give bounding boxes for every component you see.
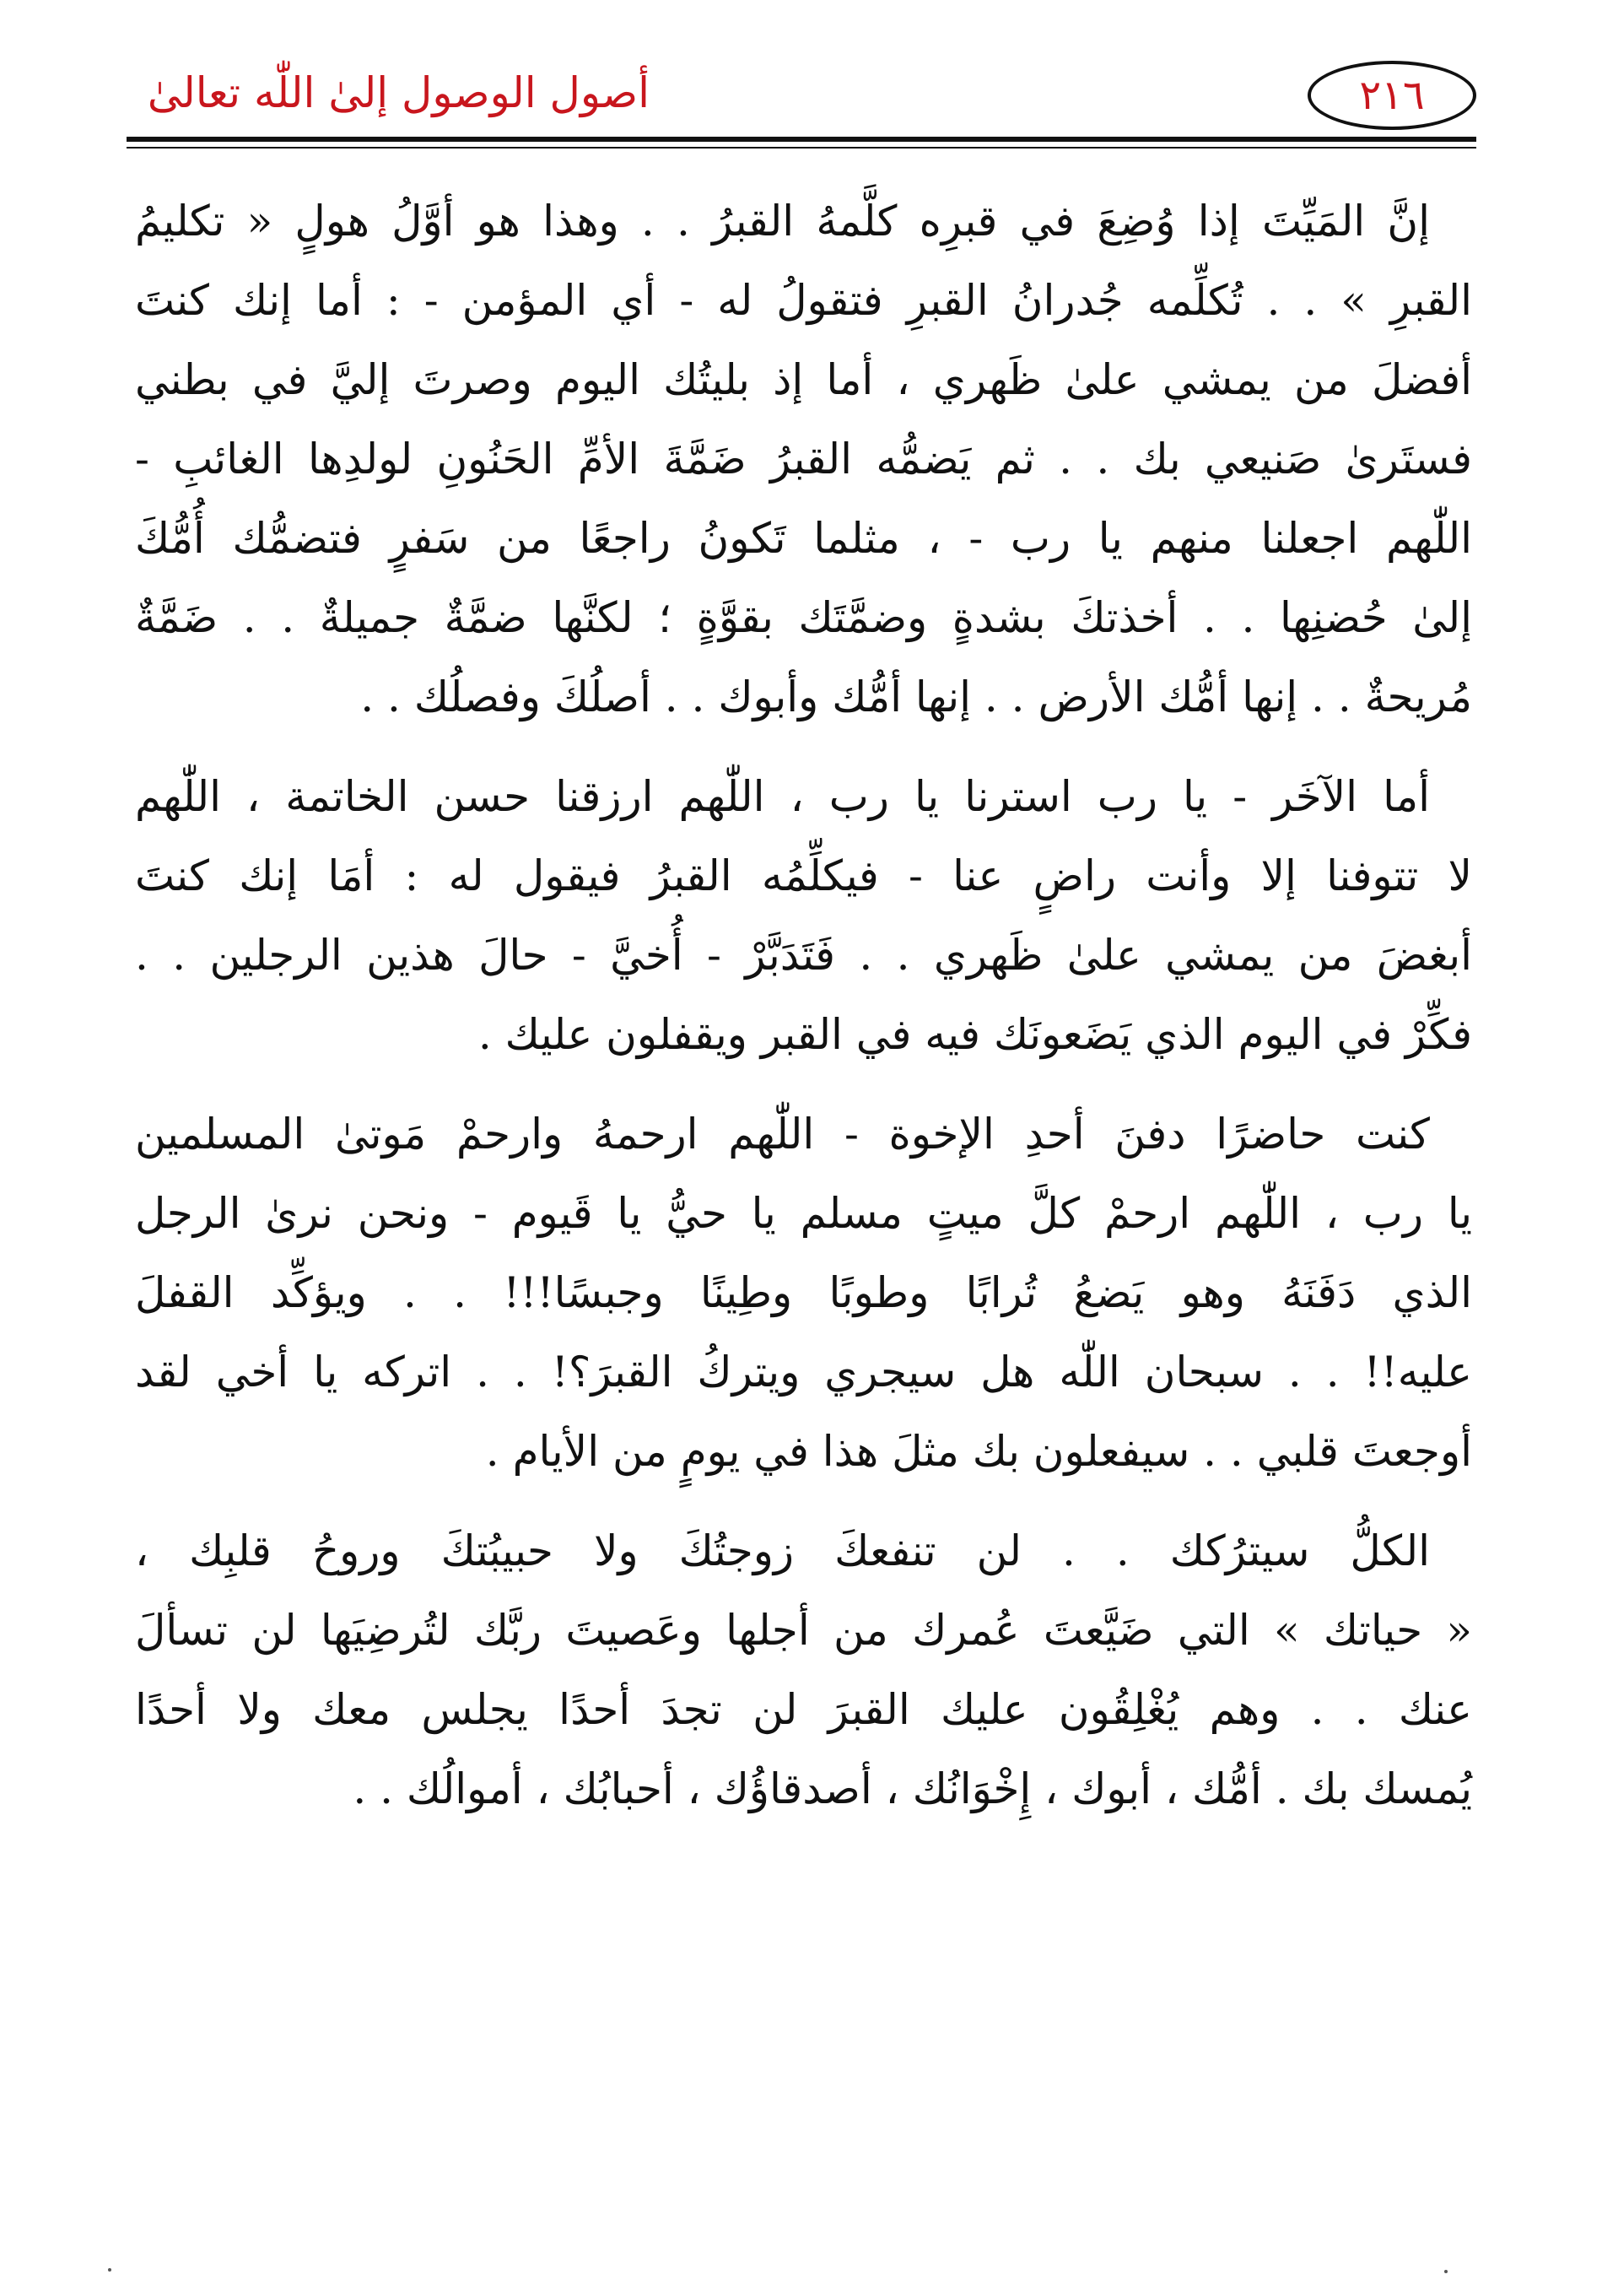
text-line: يا رب ، اللّٰهم ارحمْ كلَّ ميتٍ مسلم يا حيُّ يا قَيوم - ونحن نرىٰ الرجل [135, 1189, 1472, 1238]
text-line: إلىٰ حُضنِها . . أخذتكَ بشدةٍ وضمَّتَك بقوَّةٍ ؛ لكنَّها ضمَّةٌ جميلةٌ . . ضَمَّةٌ [135, 593, 1472, 642]
text-line: أبغضَ من يمشي علىٰ ظَهري . . فَتَدَبَّرْ - أُخيَّ - حالَ هذين الرجلين . . [135, 931, 1472, 980]
paragraph-2 [135, 757, 1472, 1074]
text-line: مُريحةٌ . . إنها أمُّك الأرض . . إنها أمُّك وأبوك . . أصلُكَ وفصلُك . . [360, 673, 1472, 721]
text-line: « حياتك » التي ضَيَّعتَ عُمرك من أجلها وعَصيتَ ربَّك لتُرضِيَها لن تسألَ [135, 1606, 1472, 1655]
text-line: كنت حاضرًا دفنَ أحدِ الإخوة - اللّٰهم ارحمهُ وارحمْ مَوتىٰ المسلمين [135, 1110, 1430, 1159]
paragraph-4 [135, 1511, 1472, 1829]
text-line: عنك . . وهم يُغْلِقُون عليك القبرَ لن تجدَ أحدًا يجلس معك ولا أحدًا [135, 1685, 1472, 1734]
paragraph-3 [135, 1094, 1472, 1491]
book-title: أصول الوصول إلىٰ اللّٰه تعالىٰ [147, 68, 650, 117]
header-rule-thick [127, 137, 1476, 142]
text-line: أما الآخَر - يا رب استرنا يا رب ، اللّٰهم ارزقنا حسن الخاتمة ، اللّٰهم [135, 772, 1430, 821]
text-line: اللّٰهم اجعلنا منهم يا رب - ، مثلما تَكونُ راجعًا من سَفرٍ فتضمُّك أُمُّكَ [135, 514, 1472, 563]
scan-speck [1444, 2270, 1448, 2273]
text-line: إنَّ المَيِّتَ إذا وُضِعَ في قبرِه كلَّمهُ القبرُ . . وهذا هو أوَّلُ هولٍ « تكليمُ [135, 197, 1430, 246]
scan-speck [108, 2268, 111, 2272]
text-line: فكِّرْ في اليوم الذي يَضَعونَك فيه في القبر ويقفلون عليك . [477, 1010, 1472, 1059]
paragraph-1 [135, 181, 1472, 737]
text-line: يُمسك بك . أمُّك ، أبوك ، إِخْوَانُك ، أصدقاؤُك ، أحبابُك ، أموالُك . . [353, 1764, 1472, 1813]
text-line: الذي دَفَنَهُ وهو يَضعُ تُرابًا وطوبًا وطِينًا وجبسًا!!! . . ويؤكِّد القفلَ [135, 1268, 1472, 1317]
text-line: لا تتوفنا إلا وأنت راضٍ عنا - فيكلِّمُه القبرُ فيقول له : أمَا إنك كنتَ [135, 851, 1472, 900]
header-rule-thin [127, 147, 1476, 149]
text-line: عليه!! . . سبحان اللّٰه هل سيجري ويتركُ القبرَ؟! . . اتركه يا أخي لقد [135, 1348, 1472, 1397]
text-line: فستَرىٰ صَنيعي بك . . ثم يَضمُّه القبرُ ضَمَّةَ الأمِّ الحَنُونِ لولدِها الغائبِ - [135, 435, 1472, 484]
text-line: الكلُّ سيترُكك . . لن تنفعكَ زوجتُكَ ولا حبيبُتكَ وروحُ قلبِك ، [135, 1526, 1430, 1575]
text-line: أوجعتَ قلبي . . سيفعلون بك مثلَ هذا في يومٍ من الأيام . [485, 1427, 1472, 1476]
page-number: ٢١٦ [1359, 72, 1425, 119]
text-line: القبرِ » . . تُكلِّمه جُدرانُ القبرِ فتقولُ له - أي المؤمن - : أما إنك كنتَ [135, 276, 1472, 325]
page-body [135, 181, 1472, 1849]
text-line: أفضلَ من يمشي علىٰ ظَهري ، أما إذ بليتُك اليوم وصرتَ إليَّ في بطني [135, 355, 1472, 404]
page-number-badge [1308, 61, 1476, 130]
